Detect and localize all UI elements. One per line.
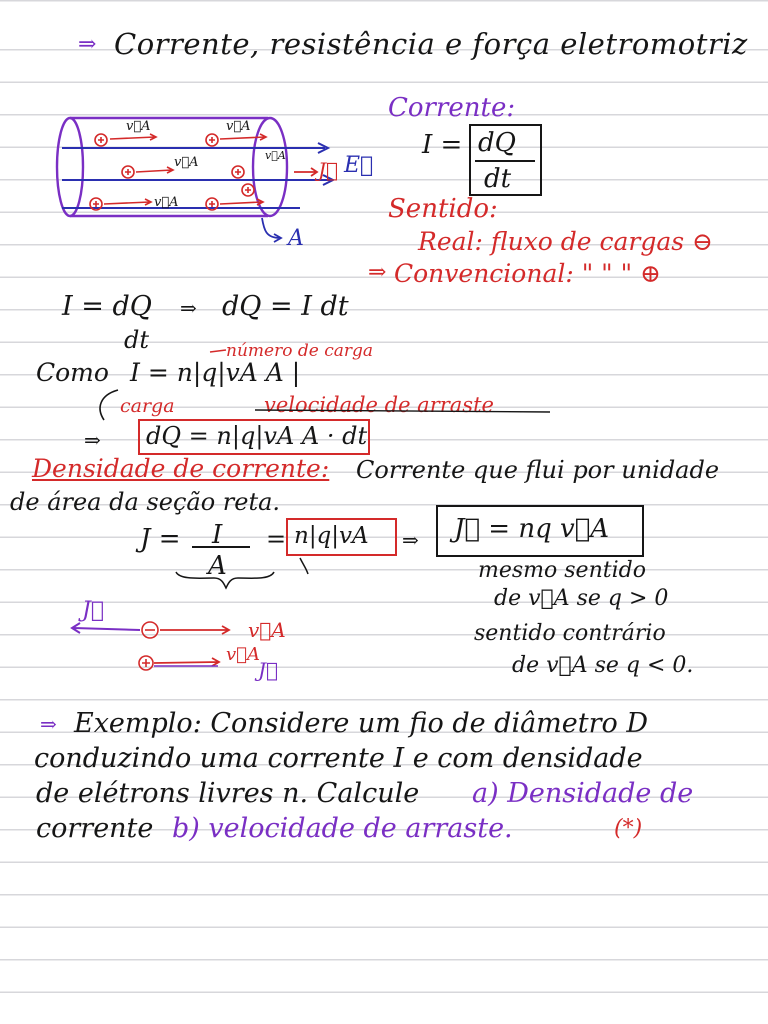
sentido-real: Real: fluxo de cargas ⊖ (418, 227, 713, 256)
drift-velocity-label: v⃗A (265, 149, 286, 162)
sketch-j-label-top: J⃗ (82, 598, 105, 623)
implies-arrow: ⇒ (180, 296, 197, 320)
convencional-arrow: ⇒ (368, 260, 387, 285)
implies-arrow: ⇒ (402, 528, 419, 552)
equation-current-denominator: dt (124, 326, 150, 354)
page-title: Corrente, resistência e força eletromotriz (114, 27, 748, 61)
sketch-va-label-bottom: v⃗A (226, 644, 260, 665)
current-density-label: J⃗ (318, 158, 339, 182)
corrente-heading: Corrente: (388, 93, 516, 123)
implies-arrow: ⇒ (84, 428, 101, 452)
current-formula-numerator: dQ (478, 128, 516, 158)
area-label: A (288, 226, 304, 251)
exemplo-line2: conduzindo uma corrente I e com densidade (34, 743, 643, 774)
sketch-va-label-top: v⃗A (248, 618, 286, 642)
current-formula-denominator: dt (484, 164, 512, 194)
sketch-j-label-bottom: J⃗ (258, 658, 279, 682)
item-a: a) Densidade de (472, 778, 694, 809)
item-b: b) velocidade de arraste. (172, 813, 513, 844)
electric-field-label: E⃗ (344, 153, 374, 178)
equation-charge-element: dQ = I dt (222, 291, 349, 322)
note-opposite-direction: sentido contrário (474, 621, 666, 646)
densidade-description-line2: de área da seção reta. (10, 488, 281, 516)
numero-de-carga-note: número de carga (226, 341, 373, 361)
drift-velocity-label: v⃗A (126, 119, 151, 134)
density-formula-lhs: J = (140, 524, 181, 554)
exemplo-mark: (*) (614, 816, 643, 841)
title-arrow: ⇒ (78, 32, 97, 57)
como-prefix: Como (36, 358, 109, 387)
exemplo-line3: de elétrons livres n. Calcule (36, 778, 420, 809)
velocidade-arraste-note: velocidade de arraste (264, 393, 494, 417)
charge-element-formula: dQ = n|q|vA A · dt (146, 422, 368, 450)
note-same-direction-condition: de v⃗A se q > 0 (494, 586, 669, 611)
density-formula-numerator: I (212, 520, 223, 550)
note-same-direction: mesmo sentido (478, 558, 646, 583)
sentido-heading: Sentido: (388, 194, 498, 224)
exemplo-arrow: ⇒ (40, 712, 57, 736)
current-expression: I = n|q|vA A | (130, 358, 301, 387)
densidade-heading: Densidade de corrente: (32, 454, 330, 483)
note-opposite-direction-condition: de v⃗A se q < 0. (512, 653, 694, 678)
density-scalar-formula: n|q|vA (294, 523, 369, 549)
carga-note: carga (120, 395, 175, 417)
density-formula-denominator: A (208, 551, 227, 581)
sentido-convencional: Convencional: " " " ⊕ (394, 259, 662, 288)
densidade-description-line1: Corrente que flui por unidade (356, 456, 720, 484)
drift-velocity-label: v⃗A (226, 119, 251, 134)
equals-sign: = (266, 525, 287, 553)
exemplo-line4: corrente (36, 813, 154, 844)
equation-current-lhs: I = dQ (62, 291, 152, 322)
drift-velocity-label: v⃗A (174, 155, 199, 170)
exemplo-line1: Exemplo: Considere um fio de diâmetro D (74, 708, 649, 739)
current-formula-lhs: I = (422, 130, 463, 160)
drift-velocity-label: v⃗A (154, 195, 179, 210)
density-vector-formula: J⃗ = nq v⃗A (454, 514, 610, 544)
